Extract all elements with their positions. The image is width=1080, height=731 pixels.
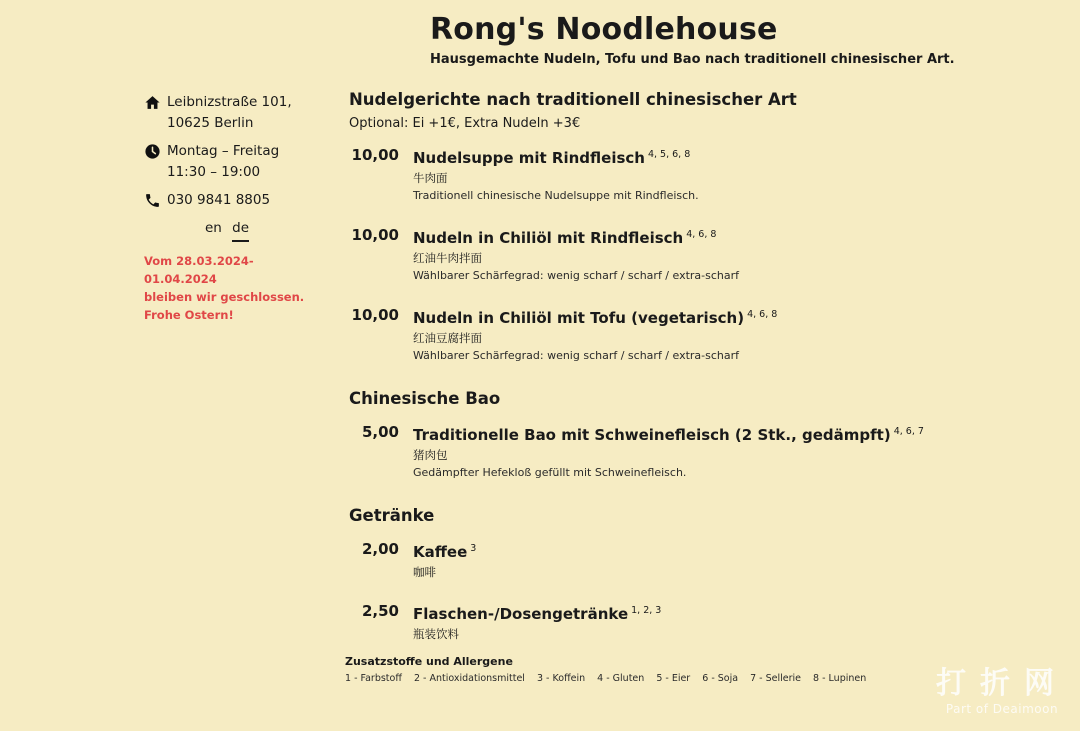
legend-item: 5 - Eier — [656, 673, 691, 684]
section-title: Getränke — [349, 506, 435, 525]
watermark-logo-text: 打折网 — [936, 666, 1068, 701]
notice-line: bleiben wir geschlossen. — [144, 290, 305, 304]
item-chinese-name: 猪肉包 — [413, 448, 448, 462]
item-price: 10,00 — [351, 306, 399, 324]
item-price: 5,00 — [361, 423, 399, 441]
closure-notice — [144, 252, 324, 324]
item-name: Kaffee — [413, 543, 468, 561]
watermark — [936, 666, 1068, 716]
site-subtitle: Hausgemachte Nudeln, Tofu und Bao nach traditionell chinesischer Art. — [430, 52, 955, 67]
item-chinese-name: 牛肉面 — [413, 171, 448, 185]
item-codes: 3 — [470, 543, 477, 554]
item-chinese-name: 红油牛肉拌面 — [413, 251, 482, 265]
phone-block — [144, 190, 324, 211]
item-codes: 4, 6, 8 — [747, 309, 778, 320]
legend-item: 6 - Soja — [702, 673, 739, 684]
section-title: Chinesische Bao — [349, 389, 501, 408]
item-name: Traditionelle Bao mit Schweinefleisch (2 Stk., gedämpft) — [413, 426, 891, 444]
item-price: 2,50 — [361, 602, 399, 620]
lang-de-link[interactable]: de — [232, 218, 249, 242]
menu — [349, 90, 949, 643]
legend-item: 2 - Antioxidationsmittel — [413, 673, 525, 684]
item-chinese-name: 咖啡 — [413, 565, 436, 579]
hours-time: 11:30 – 19:00 — [167, 164, 261, 180]
home-icon — [144, 94, 161, 111]
item-chinese-name: 红油豆腐拌面 — [413, 331, 482, 345]
notice-line: Vom 28.03.2024-01.04.2024 — [144, 254, 254, 286]
legend-item: 3 - Koffein — [536, 673, 586, 684]
address-city[interactable]: 10625 Berlin — [167, 115, 254, 131]
language-switcher — [144, 218, 310, 242]
menu-section-noodles — [349, 90, 949, 365]
clock-icon — [144, 143, 161, 160]
item-price: 10,00 — [351, 146, 399, 164]
address-block — [144, 92, 324, 134]
legend-title: Zusatzstoffe und Allergene — [345, 655, 513, 668]
section-note: Optional: Ei +1€, Extra Nudeln +3€ — [349, 116, 581, 131]
legend-item: 1 - Farbstoff — [345, 673, 402, 684]
notice-line: Frohe Ostern! — [144, 308, 234, 322]
menu-section-drinks — [349, 506, 949, 643]
item-codes: 4, 5, 6, 8 — [647, 149, 691, 160]
item-codes: 1, 2, 3 — [631, 605, 662, 616]
item-description: Wählbarer Schärfegrad: wenig scharf / scharf / extra-scharf — [413, 349, 740, 362]
watermark-subtext: Part of Deaimoon — [945, 702, 1059, 716]
hours-block — [144, 141, 324, 183]
hours-days: Montag – Freitag — [167, 143, 280, 159]
item-codes: 4, 6, 7 — [893, 426, 924, 437]
item-price: 2,00 — [361, 540, 399, 558]
menu-section-bao — [349, 389, 949, 482]
legend-item: 7 - Sellerie — [750, 673, 802, 684]
legend-list — [345, 672, 945, 686]
menu-item — [349, 145, 949, 205]
sidebar — [144, 92, 324, 324]
item-chinese-name: 瓶装饮料 — [413, 627, 459, 641]
legend-item: 8 - Lupinen — [813, 673, 867, 684]
menu-item — [349, 539, 949, 581]
phone-number[interactable]: 030 9841 8805 — [167, 192, 271, 208]
item-price: 10,00 — [351, 226, 399, 244]
address-street[interactable]: Leibnizstraße 101, — [167, 94, 292, 110]
item-description: Gedämpfter Hefekloß gefüllt mit Schweinefleisch. — [413, 466, 687, 479]
legend-item: 4 - Gluten — [597, 673, 645, 684]
section-title: Nudelgerichte nach traditionell chinesischer Art — [349, 90, 797, 109]
item-name: Nudelsuppe mit Rindfleisch — [413, 149, 645, 167]
menu-item — [349, 225, 949, 285]
site-header — [430, 12, 955, 68]
menu-item — [349, 422, 949, 482]
item-name: Nudeln in Chiliöl mit Rindfleisch — [413, 229, 684, 247]
item-description: Wählbarer Schärfegrad: wenig scharf / scharf / extra-scharf — [413, 269, 740, 282]
menu-item — [349, 305, 949, 365]
lang-en-link[interactable]: en — [204, 220, 222, 236]
item-codes: 4, 6, 8 — [686, 229, 717, 240]
site-title[interactable]: Rong's Noodlehouse — [430, 12, 778, 47]
additives-legend — [345, 654, 945, 686]
item-name: Nudeln in Chiliöl mit Tofu (vegetarisch) — [413, 309, 745, 327]
item-description: Traditionell chinesische Nudelsuppe mit Rindfleisch. — [413, 189, 699, 202]
menu-item — [349, 601, 949, 643]
item-name: Flaschen-/Dosengetränke — [413, 605, 629, 623]
phone-icon — [144, 192, 161, 209]
